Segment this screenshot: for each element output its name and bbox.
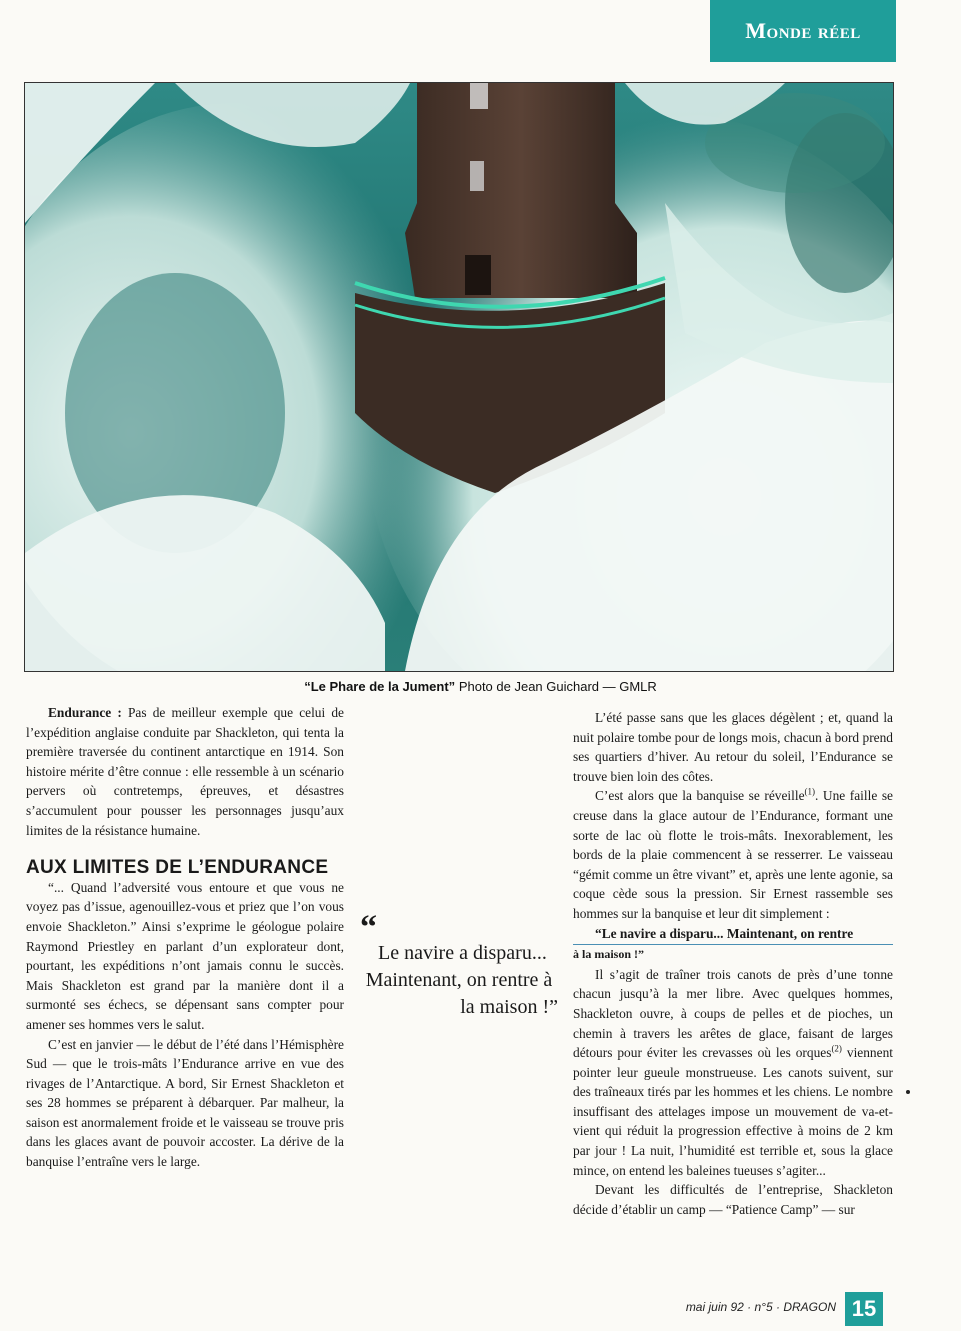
pull-quote-line: Maintenant, on rentre à [365,969,553,991]
left-column [26,703,344,1172]
right-column [573,708,893,1219]
section-heading: AUX LIMITES DE L’ENDURANCE [26,857,329,879]
page-number: 15 [845,1292,883,1326]
photo-caption [0,679,961,694]
caption-title: “Le Phare de la Jument” [304,679,456,694]
body-paragraph: Il s’agit de traîner trois canots de près d’une tonne chacun jusqu’à la mer libre. Avec quelques hommes, Shackleton ouvre, à coups de pelles et de pioches, un chemin à travers les arêtes de glace, faisant de larges détours pour éviter les crevasses où les orques$^{(2)}$ viennent pointer leur gueule monstrueuse. Les canots suivent, sur des traîneaux tirés par les hommes et les chiens. Le nombre insuffisant des attelages impose un mouvement de va-et-vient qui réduit la progression effective à moins de 2 km par jour ! La nuit, l’humidité est terrible et, sous la glace mince, on entend les baleines tueuses s’agiter... [573,966,893,1178]
pull-quote [360,909,558,1021]
pull-quote-line: Le navire a disparu... [378,942,547,964]
inline-quote: “Le navire a disparu... Maintenant, on rentre [573,924,893,946]
lighthouse-tower [405,83,637,298]
body-paragraph: C’est en janvier — le début de l’été dans l’Hémisphère Sud — que le trois-mâts l’Endurance arrive en vue des rivages de l’Antarctique. A bord, Sir Ernest Shackleton et ses 28 hommes se préparent à débarquer. Par malheur, la saison est anormalement froide et le vaisseau se trouve pris dans les glaces avant de pouvoir accoster. La dérive de la banquise l’entraîne vers le large. [26,1036,344,1170]
footnote-ref: (1) [804,786,816,797]
footnote-ref: (2) [831,1043,842,1054]
body-paragraph: “... Quand l’adversité vous entoure et que vous ne voyez pas d’issue, agenouillez-vous et priez que l’on vous envoie Shackleton.” Ainsi s’exprime le géologue polaire Raymond Priestley en parlant d’un explorateur dont, pourtant, les expéditions n’ont jamais connu le succès. Mais Shackleton est grand par la manière dont il a surmonté ses échecs, se dépensant sans compter pour amener ses hommes vers le salut. [26,879,344,1032]
footer-issue: mai juin 92 · n°5 · DRAGON [685,1300,836,1314]
decorative-dot [906,1090,910,1094]
intro-lead: Endurance : [48,705,122,720]
body-paragraph: C’est alors que la banquise se réveille$^{(1)}$. Une faille se creuse dans la glace autour de l’Endurance, formant une sorte de lac où flotte le trois-mâts. Inexorablement, les bords de la plaie commencent à se resserrer. Le vaisseau “gémit comme un être vivant” et, après une lente agonie, sa coque cède sous la pression. Sir Ernest rassemble ses hommes sur la banquise et leur dit simplement : [573,786,893,921]
section-tab: Monde réel [710,0,896,62]
intro-text: Pas de meilleur exemple que celui de l’expédition anglaise conduite par Shackleton, qui tenta la première traversée du continent antarctique en 1914. Son histoire mérite d’être connue : elle ressemble à un scénario pervers où contretemps, épreuves, et désastres s’accumulent pour pousser les personnages jusqu’aux limites de la résistance humaine. [26,705,344,838]
body-paragraph: Devant les difficultés de l’entreprise, Shackleton décide d’établir un camp — “Patience Camp” — sur [573,1182,893,1217]
quote-mark: “ [360,909,377,946]
lighthouse-photo [24,82,894,672]
inline-quote-end: à la maison !” [573,947,645,962]
intro-paragraph [26,703,344,840]
body-paragraph: L’été passe sans que les glaces dégèlent ; et, quand la nuit polaire tombe pour de longs mois, chacun à bord prend ses quartiers d’hiver. Au retour du soleil, l’Endurance se trouve bien loin des côtes. [573,710,893,784]
caption-credit: Photo de Jean Guichard — GMLR [458,679,657,694]
pull-quote-line: la maison !” [460,996,558,1018]
